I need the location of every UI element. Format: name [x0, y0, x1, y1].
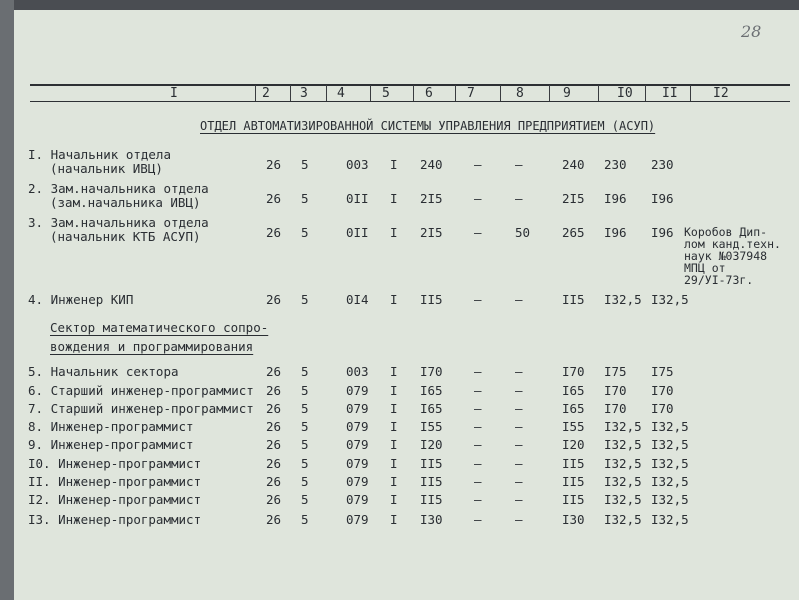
row-11-c10: I32,5: [604, 474, 642, 489]
row-9-name: 9. Инженер-программист: [28, 437, 194, 452]
row-10-c5: I: [390, 456, 398, 471]
header-col-8: 8: [516, 86, 524, 101]
row-5-c9: I70: [562, 364, 585, 379]
header-col-12: I2: [713, 86, 729, 101]
row-3-note-line: 29/УI-73г.: [684, 273, 754, 287]
row-1-name: I. Начальник отдела: [28, 147, 171, 162]
header-column-separator: [598, 85, 599, 101]
header-column-separator: [326, 85, 327, 101]
row-3-c11: I96: [651, 225, 674, 240]
row-4-c11: I32,5: [651, 292, 689, 307]
row-7-c3: 5: [301, 401, 309, 416]
row-1-c10: 230: [604, 157, 627, 172]
row-2-c5: I: [390, 191, 398, 206]
row-12-c8: –: [515, 492, 523, 507]
row-9-c2: 26: [266, 437, 282, 452]
row-3-note-line: наук №037948: [684, 249, 768, 263]
header-col-11: II: [662, 86, 678, 101]
row-11-c8: –: [515, 474, 523, 489]
header-col-7: 7: [467, 86, 475, 101]
row-1-c5: I: [390, 157, 398, 172]
section-title-line1: Сектор математического сопро-: [50, 320, 269, 335]
header-column-separator: [455, 85, 456, 101]
row-11-c6: II5: [420, 474, 443, 489]
row-7-c10: I70: [604, 401, 627, 416]
row-12-c6: II5: [420, 492, 443, 507]
row-10-c7: –: [474, 456, 482, 471]
row-5-c11: I75: [651, 364, 674, 379]
row-3-c4: 0II: [346, 225, 369, 240]
row-13-c2: 26: [266, 512, 282, 527]
header-col-4: 4: [337, 86, 345, 101]
row-8-c8: –: [515, 419, 523, 434]
row-3-name-line2: (начальник КТБ АСУП): [50, 229, 201, 244]
row-4-c2: 26: [266, 292, 282, 307]
header-column-separator: [290, 85, 291, 101]
row-12-c7: –: [474, 492, 482, 507]
row-3-c2: 26: [266, 225, 282, 240]
row-3-c8: 50: [515, 225, 531, 240]
row-9-c8: –: [515, 437, 523, 452]
row-5-name: 5. Начальник сектора: [28, 364, 179, 379]
row-5-c3: 5: [301, 364, 309, 379]
row-6-c8: –: [515, 383, 523, 398]
row-8-c7: –: [474, 419, 482, 434]
row-7-c5: I: [390, 401, 398, 416]
row-6-c7: –: [474, 383, 482, 398]
row-6-c6: I65: [420, 383, 443, 398]
row-9-c5: I: [390, 437, 398, 452]
header-col-3: 3: [300, 86, 308, 101]
row-11-c5: I: [390, 474, 398, 489]
row-6-c11: I70: [651, 383, 674, 398]
row-5-c10: I75: [604, 364, 627, 379]
row-7-c4: 079: [346, 401, 369, 416]
row-5-c5: I: [390, 364, 398, 379]
row-8-c6: I55: [420, 419, 443, 434]
row-4-c5: I: [390, 292, 398, 307]
row-8-c3: 5: [301, 419, 309, 434]
row-3-note-line: МПЦ от: [684, 261, 726, 275]
row-11-c2: 26: [266, 474, 282, 489]
row-2-c4: 0II: [346, 191, 369, 206]
row-7-c8: –: [515, 401, 523, 416]
row-13-c7: –: [474, 512, 482, 527]
row-8-c10: I32,5: [604, 419, 642, 434]
row-4-c8: –: [515, 292, 523, 307]
row-3-note-line: Коробов Дип-: [684, 225, 768, 239]
row-1-c11: 230: [651, 157, 674, 172]
row-12-c3: 5: [301, 492, 309, 507]
row-12-c9: II5: [562, 492, 585, 507]
row-2-name-line2: (зам.начальника ИВЦ): [50, 195, 201, 210]
row-10-c6: II5: [420, 456, 443, 471]
row-3-c5: I: [390, 225, 398, 240]
row-1-name-line2: (начальник ИВЦ): [50, 161, 163, 176]
row-1-c8: –: [515, 157, 523, 172]
row-8-name: 8. Инженер-программист: [28, 419, 194, 434]
row-9-c3: 5: [301, 437, 309, 452]
row-11-c4: 079: [346, 474, 369, 489]
row-1-c3: 5: [301, 157, 309, 172]
row-1-c2: 26: [266, 157, 282, 172]
row-13-c6: I30: [420, 512, 443, 527]
row-2-c6: 2I5: [420, 191, 443, 206]
row-13-c4: 079: [346, 512, 369, 527]
header-col-9: 9: [563, 86, 571, 101]
row-3-c3: 5: [301, 225, 309, 240]
row-6-c5: I: [390, 383, 398, 398]
row-12-name: I2. Инженер-программист: [28, 492, 202, 507]
row-1-c6: 240: [420, 157, 443, 172]
row-5-c2: 26: [266, 364, 282, 379]
header-column-separator: [645, 85, 646, 101]
row-2-c2: 26: [266, 191, 282, 206]
row-2-c9: 2I5: [562, 191, 585, 206]
row-8-c5: I: [390, 419, 398, 434]
row-5-c7: –: [474, 364, 482, 379]
header-column-separator: [549, 85, 550, 101]
row-2-name: 2. Зам.начальника отдела: [28, 181, 209, 196]
row-3-c6: 2I5: [420, 225, 443, 240]
row-11-name: II. Инженер-программист: [28, 474, 202, 489]
row-8-c9: I55: [562, 419, 585, 434]
row-10-c4: 079: [346, 456, 369, 471]
row-7-c6: I65: [420, 401, 443, 416]
row-13-c5: I: [390, 512, 398, 527]
dept-title: ОТДЕЛ АВТОМАТИЗИРОВАННОЙ СИСТЕМЫ УПРАВЛЕНИЯ ПРЕДПРИЯТИЕМ (АСУП): [200, 119, 656, 133]
row-13-name: I3. Инженер-программист: [28, 512, 202, 527]
row-13-c11: I32,5: [651, 512, 689, 527]
row-9-c9: I20: [562, 437, 585, 452]
row-13-c8: –: [515, 512, 523, 527]
row-10-c8: –: [515, 456, 523, 471]
row-13-c10: I32,5: [604, 512, 642, 527]
scanner-edge: [0, 0, 14, 600]
row-8-c4: 079: [346, 419, 369, 434]
row-13-c9: I30: [562, 512, 585, 527]
row-2-c10: I96: [604, 191, 627, 206]
header-rule: [30, 101, 790, 102]
page-number: 28: [741, 22, 762, 41]
row-2-c3: 5: [301, 191, 309, 206]
row-5-c8: –: [515, 364, 523, 379]
row-1-c7: –: [474, 157, 482, 172]
row-10-c9: II5: [562, 456, 585, 471]
row-11-c3: 5: [301, 474, 309, 489]
row-5-c4: 003: [346, 364, 369, 379]
row-9-c11: I32,5: [651, 437, 689, 452]
row-13-c3: 5: [301, 512, 309, 527]
row-4-c3: 5: [301, 292, 309, 307]
row-10-c10: I32,5: [604, 456, 642, 471]
row-10-c11: I32,5: [651, 456, 689, 471]
row-1-c4: 003: [346, 157, 369, 172]
row-3-c10: I96: [604, 225, 627, 240]
row-3-name: 3. Зам.начальника отдела: [28, 215, 209, 230]
row-11-c7: –: [474, 474, 482, 489]
row-7-c9: I65: [562, 401, 585, 416]
header-column-separator: [370, 85, 371, 101]
row-9-c6: I20: [420, 437, 443, 452]
row-2-c8: –: [515, 191, 523, 206]
row-12-c2: 26: [266, 492, 282, 507]
row-6-c4: 079: [346, 383, 369, 398]
row-11-c9: II5: [562, 474, 585, 489]
row-1-c9: 240: [562, 157, 585, 172]
header-column-separator: [255, 85, 256, 101]
row-8-c11: I32,5: [651, 419, 689, 434]
row-12-c11: I32,5: [651, 492, 689, 507]
row-6-c10: I70: [604, 383, 627, 398]
row-12-c4: 079: [346, 492, 369, 507]
row-9-c4: 079: [346, 437, 369, 452]
header-col-6: 6: [425, 86, 433, 101]
row-4-name: 4. Инженер КИП: [28, 292, 134, 307]
header-column-separator: [413, 85, 414, 101]
section-title-line2: вождения и программирования: [50, 339, 254, 354]
row-3-c7: –: [474, 225, 482, 240]
row-12-c5: I: [390, 492, 398, 507]
row-8-c2: 26: [266, 419, 282, 434]
row-9-c10: I32,5: [604, 437, 642, 452]
header-col-2: 2: [262, 86, 270, 101]
row-7-c11: I70: [651, 401, 674, 416]
row-6-c9: I65: [562, 383, 585, 398]
header-col-10: I0: [617, 86, 633, 101]
row-4-c9: II5: [562, 292, 585, 307]
row-12-c10: I32,5: [604, 492, 642, 507]
row-4-c7: –: [474, 292, 482, 307]
row-2-c7: –: [474, 191, 482, 206]
row-7-c7: –: [474, 401, 482, 416]
row-6-c2: 26: [266, 383, 282, 398]
row-4-c6: II5: [420, 292, 443, 307]
row-10-name: I0. Инженер-программист: [28, 456, 202, 471]
row-4-c10: I32,5: [604, 292, 642, 307]
row-5-c6: I70: [420, 364, 443, 379]
row-6-name: 6. Старший инженер-программист: [28, 383, 254, 398]
row-3-note-line: лом канд.техн.: [684, 237, 781, 251]
row-10-c2: 26: [266, 456, 282, 471]
header-column-separator: [690, 85, 691, 101]
header-column-separator: [500, 85, 501, 101]
row-3-c9: 265: [562, 225, 585, 240]
row-6-c3: 5: [301, 383, 309, 398]
row-7-c2: 26: [266, 401, 282, 416]
row-7-name: 7. Старший инженер-программист: [28, 401, 254, 416]
header-col-1: I: [170, 86, 178, 101]
row-11-c11: I32,5: [651, 474, 689, 489]
row-2-c11: I96: [651, 191, 674, 206]
header-col-5: 5: [382, 86, 390, 101]
row-9-c7: –: [474, 437, 482, 452]
row-10-c3: 5: [301, 456, 309, 471]
row-4-c4: 0I4: [346, 292, 369, 307]
